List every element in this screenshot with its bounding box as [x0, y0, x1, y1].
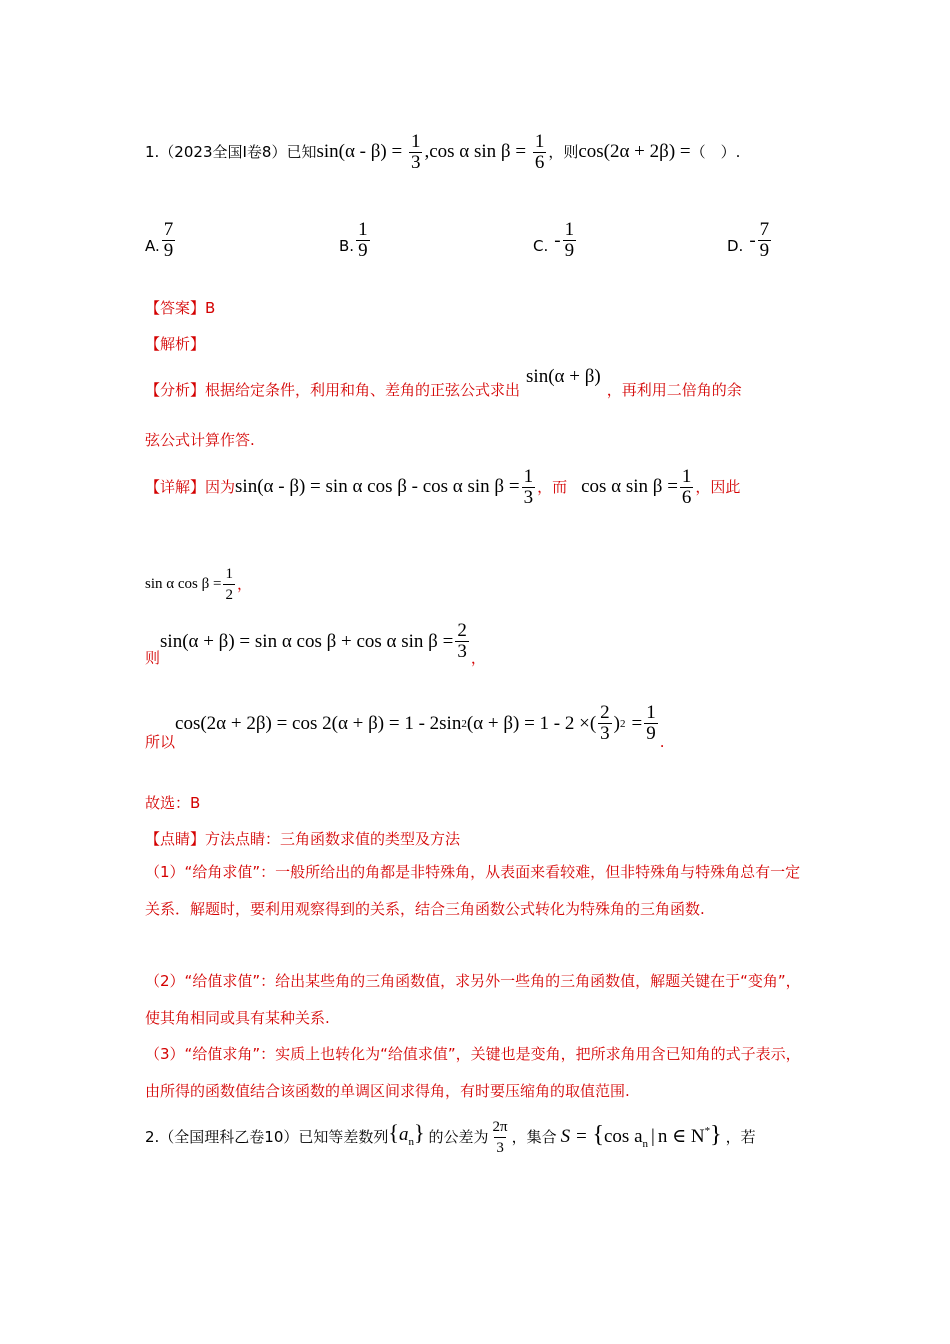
q2-set-expr: S = {cos $a_n$ | n ∈ N*}: [560, 1121, 722, 1150]
choose-line: [145, 793, 200, 813]
dianjing-tag: 【点睛】: [145, 830, 206, 848]
eq4-fraction: [455, 622, 469, 661]
eq5-tail: .: [659, 733, 665, 751]
q1-line: [145, 128, 740, 176]
eq4-num: 2: [457, 620, 467, 641]
eq2-num: 1: [681, 465, 692, 487]
fenxi-tag: 【分析】: [145, 381, 206, 399]
detail-hence: ，因此: [695, 478, 741, 496]
q2-set-text: ，集合: [511, 1128, 557, 1146]
eq4-den: 3: [457, 641, 467, 662]
eq2-fraction: [680, 465, 694, 508]
fenxi-text-1: 根据给定条件，利用和角、差角的正弦公式求出: [205, 381, 521, 399]
q1-cond1-num: 1: [410, 130, 421, 152]
detail-tag: 【详解】: [145, 478, 206, 496]
q2-seq-a: a: [398, 1123, 409, 1145]
q1-option-a[interactable]: [145, 212, 177, 260]
eq2-text: cos α sin β =: [581, 475, 678, 497]
q2-set-star: *: [704, 1124, 711, 1137]
q2-d-den: 3: [494, 1137, 506, 1157]
q2-set-sub: n: [642, 1137, 649, 1150]
fenxi-line-2: 弦公式计算作答.: [145, 431, 255, 449]
q1-prefix: 1.（2023全国Ⅰ卷8）已知: [145, 143, 317, 161]
q1-option-b[interactable]: [339, 212, 372, 260]
eq3-num: 1: [225, 565, 233, 582]
eq5-text: cos(2α + 2β) = cos 2(α + β) = 1 - 2sin: [175, 712, 462, 734]
detail-then: 则: [145, 649, 161, 667]
option-label: A.: [145, 237, 160, 255]
eq3-tail: ，: [236, 575, 252, 593]
eq1-fraction: [522, 465, 536, 508]
q1-cond2-lhs: ,cos α sin β =: [424, 140, 527, 162]
q1-option-c[interactable]: [533, 212, 578, 260]
eq5-sup2: 2: [620, 717, 626, 730]
option-num: 7: [163, 219, 174, 240]
q2-mid: 的公差为: [428, 1128, 489, 1146]
detail-eq5: [175, 704, 660, 743]
eq1-text: sin(α - β) = sin α cos β - cos α sin β =: [235, 475, 520, 497]
option-fraction: [563, 221, 577, 260]
option-num: 7: [759, 219, 770, 240]
q2-seq-n: n: [408, 1135, 414, 1148]
eq5-eq: =: [631, 712, 643, 734]
fenxi-expr: sin(α + β): [526, 366, 601, 387]
eq5-sup: 2: [461, 717, 467, 730]
q2-difference: [491, 1118, 510, 1157]
detail-line-2: [145, 562, 252, 606]
point-2: （2）“给值求值”：给出某些角的三角函数值，求另外一些角的三角函数值，解题关键在于“变角”，使其角相同或具有某种关系.: [145, 972, 801, 1027]
q2-sequence: $\{a_n\}$: [388, 1119, 425, 1148]
eq3-text: sin α cos β =: [145, 575, 222, 592]
q1-cond1-lhs: sin(α - β) =: [316, 140, 403, 162]
eq1-den: 3: [523, 486, 534, 508]
answer-value: B: [205, 299, 216, 317]
eq2-den: 6: [681, 486, 692, 508]
eq5-close: ): [613, 712, 620, 734]
q2-set-cos: cos a: [604, 1125, 643, 1147]
fenxi-line-1: [145, 366, 742, 406]
eq4-text: sin(α + β) = sin α cos β + cos α sin β =: [160, 630, 454, 652]
answer-line: [145, 298, 215, 318]
option-den: 9: [163, 240, 174, 261]
option-num: 1: [564, 219, 575, 240]
choose-text: 故选：: [145, 794, 191, 812]
q2-set-n: n ∈ N: [657, 1125, 705, 1147]
q2-line: [145, 1112, 756, 1162]
choose-value: B: [190, 794, 201, 812]
option-label: D.: [727, 237, 744, 255]
option-sign: -: [749, 230, 756, 251]
q1-condition-1: [316, 130, 424, 173]
q2-d-num: 2π: [492, 1118, 508, 1135]
q1-cond1-den: 3: [410, 151, 421, 173]
detail-line-1: [145, 462, 740, 512]
eq5-fraction: [644, 704, 658, 743]
q1-paren: （ ）.: [690, 143, 741, 161]
eq5-mid: (α + β) = 1 - 2 ×(: [466, 712, 597, 734]
eq5-inner-den: 3: [600, 723, 610, 744]
option-fraction: [162, 221, 176, 260]
answer-tag: 【答案】: [145, 299, 206, 317]
q1-cond1-fraction: [409, 130, 423, 173]
eq4-tail: ，: [470, 649, 486, 667]
detail-because: 因为: [205, 478, 236, 496]
detail-eq3: [145, 565, 237, 604]
option-label: B.: [339, 237, 355, 255]
option-label: C.: [533, 237, 549, 255]
option-den: 9: [358, 240, 368, 261]
detail-line-3: [145, 622, 486, 672]
option-fraction: [356, 221, 370, 260]
option-den: 9: [564, 240, 575, 261]
q2-prefix: 2.（全国理科乙卷10）已知等差数列: [145, 1128, 389, 1146]
q1-cond2-num: 1: [534, 130, 545, 152]
option-den: 9: [759, 240, 770, 261]
q1-target: cos(2α + 2β) =: [578, 141, 691, 162]
q1-cond2-fraction: [533, 130, 547, 173]
detail-eq4: [160, 622, 471, 661]
q2-set-s: S =: [560, 1125, 588, 1147]
detail-and: ，而: [537, 478, 568, 496]
fenxi-text-2: ，再利用二倍角的余: [606, 381, 742, 399]
eq3-fraction: [223, 565, 235, 604]
dianjing-line: [145, 829, 460, 849]
point-1: （1）“给角求值”：一般所给出的角都是非特殊角，从表面来看较难，但非特殊角与特殊角总有一定关系．解题时，要利用观察得到的关系，结合三角函数公式转化为特殊角的三角函数.: [145, 863, 801, 918]
q1-cond2-den: 6: [534, 151, 545, 173]
eq5-num: 1: [646, 702, 656, 723]
q1-then: ，则: [548, 143, 579, 161]
detail-eq2: [581, 465, 695, 508]
option-fraction: [758, 221, 772, 260]
eq5-inner-num: 2: [600, 702, 610, 723]
q2-tail: ，若: [725, 1128, 756, 1146]
eq1-num: 1: [523, 465, 534, 487]
analysis-tag: 【解析】: [145, 335, 206, 353]
detail-eq1: [235, 465, 537, 508]
point-3: （3）“给值求角”：实质上也转化为“给值求值”，关键也是变角，把所求角用含已知角的式子表示，由所得的函数值结合该函数的单调区间求得角，有时要压缩角的取值范围.: [145, 1045, 801, 1100]
option-num: 1: [358, 219, 368, 240]
detail-so: 所以: [145, 733, 176, 751]
eq5-inner-fraction: [598, 704, 612, 743]
eq3-den: 2: [223, 584, 235, 604]
q1-condition-2: [424, 130, 548, 173]
eq5-den: 9: [646, 723, 656, 744]
option-sign: -: [554, 230, 561, 251]
dianjing-text: 方法点睛：三角函数求值的类型及方法: [205, 830, 461, 848]
detail-line-4: [145, 704, 665, 756]
q1-option-d[interactable]: [727, 212, 773, 260]
